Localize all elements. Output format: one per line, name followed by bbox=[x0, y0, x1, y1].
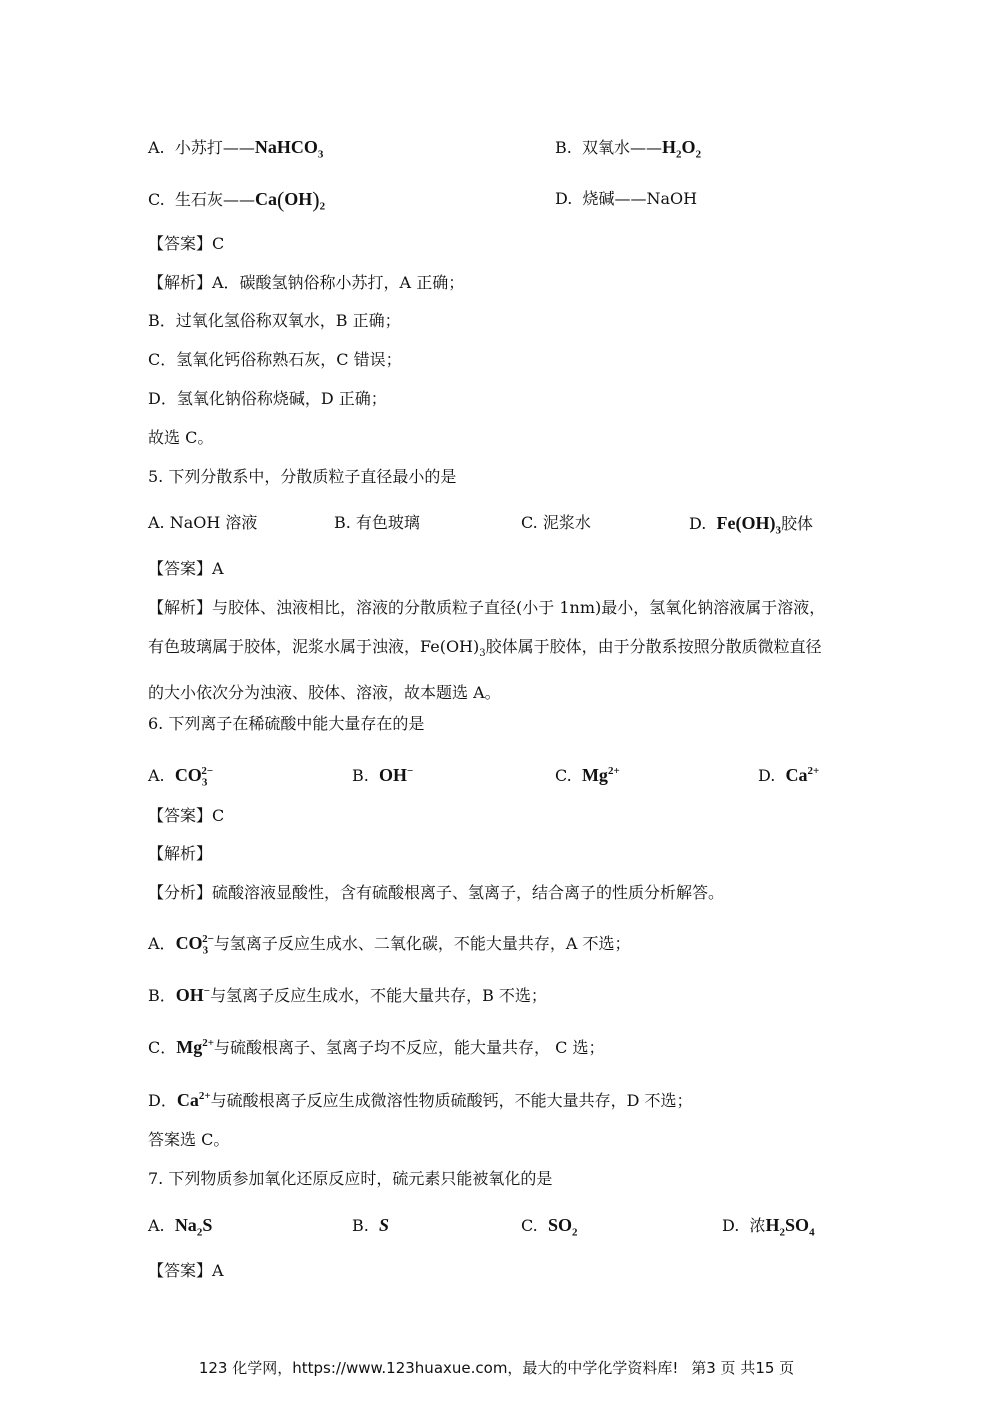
footer-site: 123 化学网，https://www.123huaxue.com，最大的中学化学资料库! bbox=[198, 1359, 679, 1377]
q6-analysis-c: C．$Mg^{2+}$与硫酸根离子、氢离子均不反应，能大量共存， C 选； bbox=[148, 1037, 605, 1057]
q6-option-d: D. $Ca^{2+}$ bbox=[758, 765, 820, 785]
q6-option-b: B. OH− bbox=[352, 765, 414, 785]
q6-option-a: A. $CO_3^{2-}$ bbox=[148, 765, 214, 789]
q7-option-d: D. 浓$H_2SO_4$ bbox=[722, 1215, 815, 1239]
q4-option-d: D. 烧碱——NaOH bbox=[555, 189, 698, 208]
q4-analysis-line: 故选 C。 bbox=[148, 428, 214, 447]
q6-answer: 【答案】C bbox=[148, 806, 225, 825]
q4-analysis-line: B．过氧化氢俗称双氧水，B 正确； bbox=[148, 311, 401, 330]
footer-page-number: 第3 页 共15 页 bbox=[691, 1359, 795, 1377]
q7-stem: 7. 下列物质参加氧化还原反应时，硫元素只能被氧化的是 bbox=[148, 1169, 553, 1188]
q6-analysis-d: D．$Ca^{2+}$与硫酸根离子反应生成微溶性物质硫酸钙，不能大量共存，D 不选； bbox=[148, 1090, 693, 1110]
q7-option-b: B. S bbox=[352, 1215, 390, 1235]
page-footer bbox=[0, 1357, 993, 1378]
q4-analysis-line: 【解析】A．碳酸氢钠俗称小苏打，A 正确； bbox=[148, 273, 465, 292]
q4-analysis-line: D．氢氧化钠俗称烧碱，D 正确； bbox=[148, 389, 387, 408]
q6-analysis-b: B．OH−与氢离子反应生成水，不能大量共存，B 不选； bbox=[148, 985, 547, 1005]
q7-option-a: A. $Na_2S$ bbox=[148, 1215, 213, 1239]
q4-option-b: B. 双氧水$——H_2O_2$ bbox=[555, 137, 702, 161]
q6-conclusion: 答案选 C。 bbox=[148, 1130, 230, 1149]
q6-analysis-a: A．$CO_3^{2-}$与氢离子反应生成水、二氧化碳，不能大量共存，A 不选； bbox=[148, 933, 631, 957]
q6-option-c: C. $Mg^{2+}$ bbox=[555, 765, 620, 785]
q6-analysis-fenxi: 【分析】硫酸溶液显酸性，含有硫酸根离子、氢离子，结合离子的性质分析解答。 bbox=[148, 883, 725, 902]
q5-option-b: B. 有色玻璃 bbox=[334, 513, 420, 532]
q6-stem: 6. 下列离子在稀硫酸中能大量存在的是 bbox=[148, 714, 425, 733]
q4-option-c: C. 生石灰$——Ca(OH)_2$ bbox=[148, 187, 326, 213]
q7-option-c: C. $SO_2$ bbox=[521, 1215, 578, 1239]
q4-option-a: A. 小苏打——NaHCO$_3$ bbox=[148, 137, 324, 161]
q5-analysis: 【解析】与胶体、浊液相比，溶液的分散质粒子直径(小于 1nm)最小，氢氧化钠溶液属于溶液，有色玻璃属于胶体，泥浆水属于浊液，$Fe(OH)_3$胶体属于胶体，由于分散系按照分散质微粒直径的大小依次分为浊液、胶体、溶液，故本题选 A。 bbox=[148, 598, 826, 703]
q5-stem: 5. 下列分散系中，分散质粒子直径最小的是 bbox=[148, 467, 457, 486]
q5-option-c: C. 泥浆水 bbox=[521, 513, 591, 532]
q5-answer: 【答案】A bbox=[148, 559, 224, 578]
q5-option-a: A. NaOH 溶液 bbox=[148, 513, 258, 532]
q5-option-d: D. $Fe(OH)_3$胶体 bbox=[689, 513, 814, 537]
q4-analysis-line: C．氢氧化钙俗称熟石灰，C 错误； bbox=[148, 350, 402, 369]
q4-answer: 【答案】C bbox=[148, 234, 225, 253]
q6-analysis-title: 【解析】 bbox=[148, 844, 213, 863]
q7-answer: 【答案】A bbox=[148, 1261, 224, 1280]
